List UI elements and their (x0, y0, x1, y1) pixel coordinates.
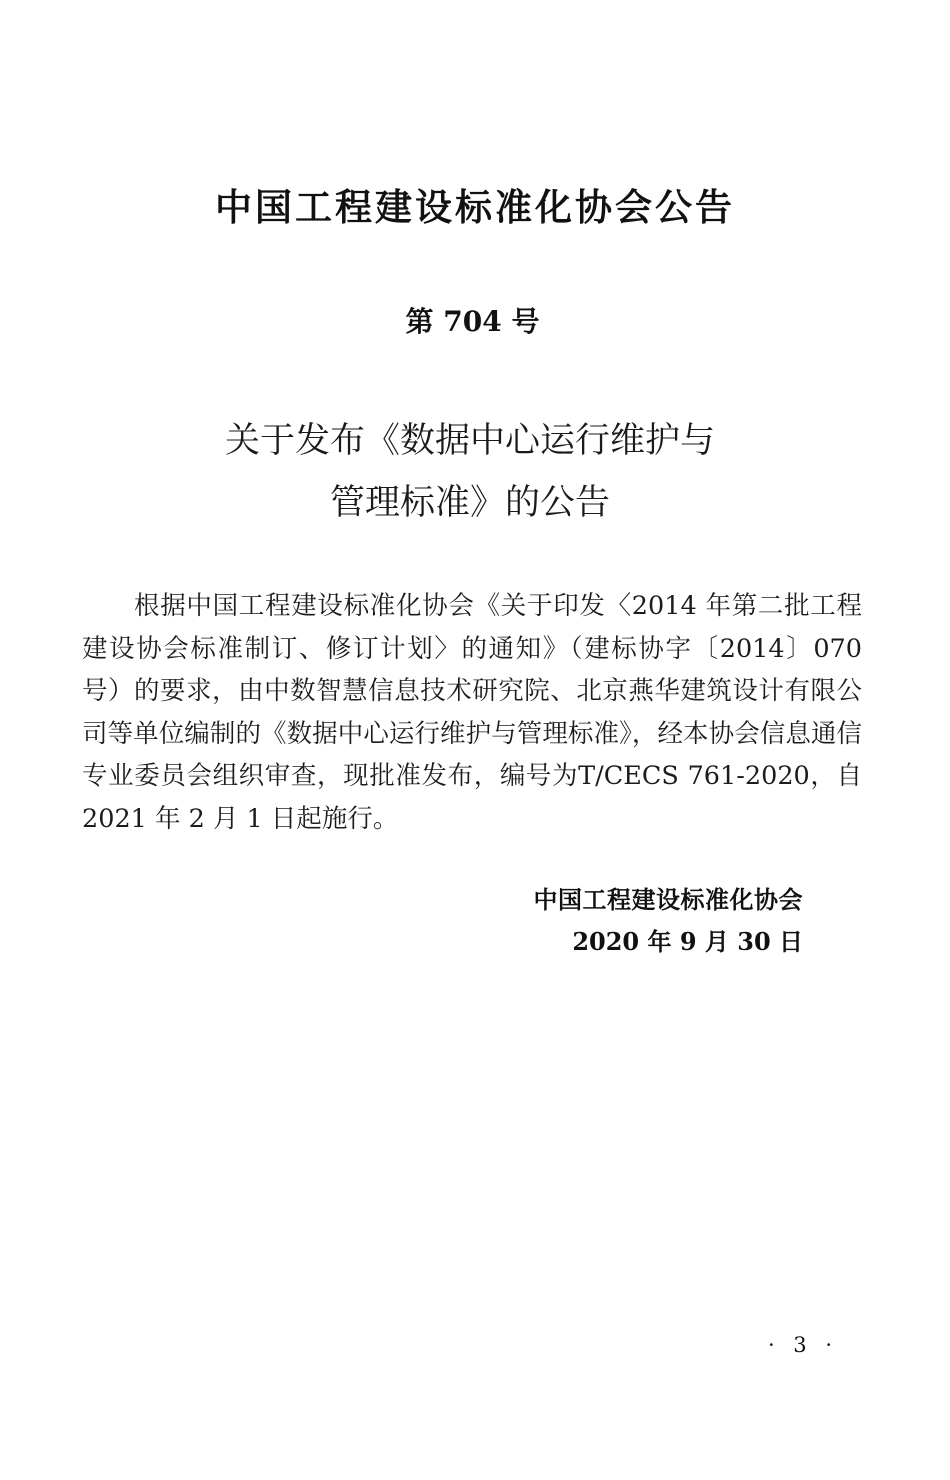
document-number: 第 704 号 (405, 305, 540, 338)
notice-body-paragraph: 根据中国工程建设标准化协会《关于印发〈2014 年第二批工程建设协会标准制订、修订计划〉的通知》（建标协字〔2014〕070 号）的要求，由中数智慧信息技术研究院、北京燕华建筑设计有限公司等单位编制的《数据中心运行维护与管理标准》，经本协会信息通信专业委员会组织审查，现批准发布，编号为T/CECS 761-2020，自 2021 年 2 月 1 日起施行。 (82, 591, 862, 834)
page-number: · 3 · (767, 1333, 838, 1357)
notice-title (0, 410, 940, 534)
notice-title-line-1: 关于发布《数据中心运行维护与 (224, 421, 715, 461)
issue-date: 2020 年 9 月 30 日 (572, 927, 803, 956)
issuer-name: 中国工程建设标准化协会 (533, 886, 803, 914)
notice-title-line-2: 管理标准》的公告 (329, 483, 610, 523)
organization-title: 中国工程建设标准化协会公告 (215, 186, 735, 229)
